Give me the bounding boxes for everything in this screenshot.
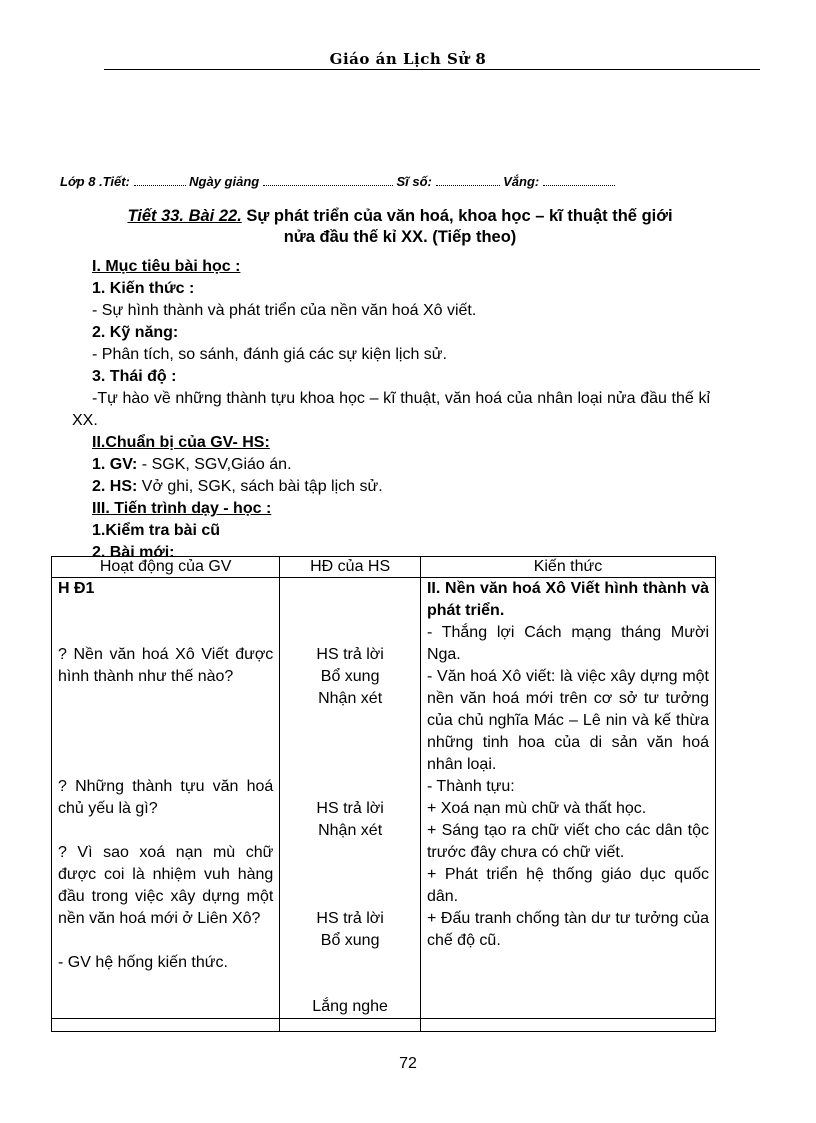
teacher-prep-text: - SGK, SGV,Giáo án. (137, 456, 292, 473)
teacher-prep (92, 454, 710, 476)
teacher-question-1: ? Nền văn hoá Xô Viết được hình thành như thế nào? (58, 646, 274, 685)
period-blank (134, 175, 186, 186)
new-lesson-heading: 2. Bài mới: (92, 544, 175, 561)
table-row-empty (52, 1019, 716, 1032)
knowledge-point-1: - Thắng lợi Cách mạng tháng Mười Nga. (426, 624, 709, 663)
empty-cell (52, 1019, 280, 1032)
lesson-title (60, 206, 740, 248)
teacher-summary: - GV hệ hống kiến thức. (58, 954, 228, 971)
header-student-activity: HĐ của HS (280, 557, 421, 578)
knowledge-point-2: - Văn hoá Xô viết: là việc xây dựng một nền văn hoá mới trên cơ sở tư tưởng của chủ nghĩa Mác – Lê nin và kế thừa những tinh hoa của di sản văn hoá nhân loại. (426, 668, 709, 773)
class-period-label: Lớp 8 .Tiết: (60, 174, 130, 189)
attitude-heading: 3. Thái độ : (92, 368, 177, 385)
header-teacher-activity: Hoạt động của GV (52, 557, 280, 578)
absent-blank (543, 175, 615, 186)
attitude-text: -Tự hào về những thành tựu khoa học – kĩ thuật, văn hoá của nhân loại nửa đầu thế kỉ XX. (72, 390, 710, 429)
skills-heading: 2. Kỹ năng: (92, 324, 179, 341)
review-heading: 1.Kiểm tra bài cũ (92, 522, 221, 539)
knowledge-point-7: + Đấu tranh chống tàn dư tư tưởng của chế độ cũ. (426, 910, 709, 949)
knowledge-heading: 1. Kiến thức : (92, 280, 195, 297)
attendance-blank (436, 175, 500, 186)
table-row (52, 578, 716, 1019)
header-divider (104, 69, 760, 70)
teacher-question-2: ? Những thành tựu văn hoá chủ yếu là gì? (58, 778, 274, 817)
teacher-question-3: ? Vì sao xoá nạn mù chữ được coi là nhiệm vuh hàng đầu trong việc xây dựng một nền văn hoá mới ở Liên Xô? (58, 844, 274, 927)
preparation-heading: II.Chuẩn bị của GV- HS: (92, 434, 270, 451)
student-answer-1c: Nhận xét (318, 690, 383, 707)
page-number: 72 (399, 1055, 417, 1072)
lesson-title-part2: nửa đầu thế kỉ XX. (Tiếp theo) (283, 228, 517, 246)
lesson-content (72, 256, 710, 564)
empty-cell (280, 1019, 421, 1032)
student-activity-cell (280, 578, 421, 1019)
student-answer-2a: HS trả lời (316, 800, 384, 817)
knowledge-point-4: + Xoá nạn mù chữ và thất học. (426, 800, 647, 817)
knowledge-point-3: - Thành tựu: (426, 778, 515, 795)
teaching-date-label: Ngày giảng (189, 174, 260, 189)
attendance-label: Sĩ số: (396, 174, 432, 189)
student-prep-text: Vở ghi, SGK, sách bài tập lịch sử. (137, 478, 383, 495)
table-header-row (52, 557, 716, 578)
student-prep-label: 2. HS: (92, 478, 138, 495)
teacher-activity-cell (52, 578, 280, 1019)
teacher-prep-label: 1. GV: (92, 456, 138, 473)
knowledge-text: - Sự hình thành và phát triển của nền văn hoá Xô viết. (92, 302, 477, 319)
objectives-heading: I. Mục tiêu bài học : (92, 258, 241, 275)
student-answer-1a: HS trả lời (316, 646, 384, 663)
lesson-title-part1: Sự phát triển của văn hoá, khoa học – kĩ thuật thế giới (241, 207, 673, 225)
lesson-number: Tiết 33. Bài 22. (127, 207, 242, 225)
student-answer-1b: Bổ xung (320, 668, 380, 685)
activity-table (51, 556, 716, 1032)
student-prep (92, 476, 710, 498)
header-knowledge: Kiến thức (420, 557, 715, 578)
student-answer-2b: Nhận xét (318, 822, 383, 839)
procedure-heading: III. Tiến trình dạy - học : (92, 500, 272, 517)
knowledge-point-6: + Phát triển hệ thống giáo dục quốc dân. (426, 866, 709, 905)
activity-label: H Đ1 (58, 580, 95, 597)
student-answer-3a: HS trả lời (316, 910, 384, 927)
empty-cell (420, 1019, 715, 1032)
knowledge-point-5: + Sáng tạo ra chữ viết cho các dân tộc trước đây chưa có chữ viết. (426, 822, 709, 861)
knowledge-section-title: II. Nền văn hoá Xô Viết hình thành và phát triển. (426, 580, 709, 619)
student-answer-4: Lắng nghe (312, 998, 388, 1015)
date-blank (263, 175, 393, 186)
knowledge-cell (420, 578, 715, 1019)
skills-text: - Phân tích, so sánh, đánh giá các sự kiện lịch sử. (92, 346, 447, 363)
student-answer-3b: Bổ xung (320, 932, 380, 949)
class-info-line (60, 174, 615, 189)
page-header-title: Giáo án Lịch Sử 8 (329, 50, 487, 68)
absent-label: Vắng: (503, 174, 540, 189)
